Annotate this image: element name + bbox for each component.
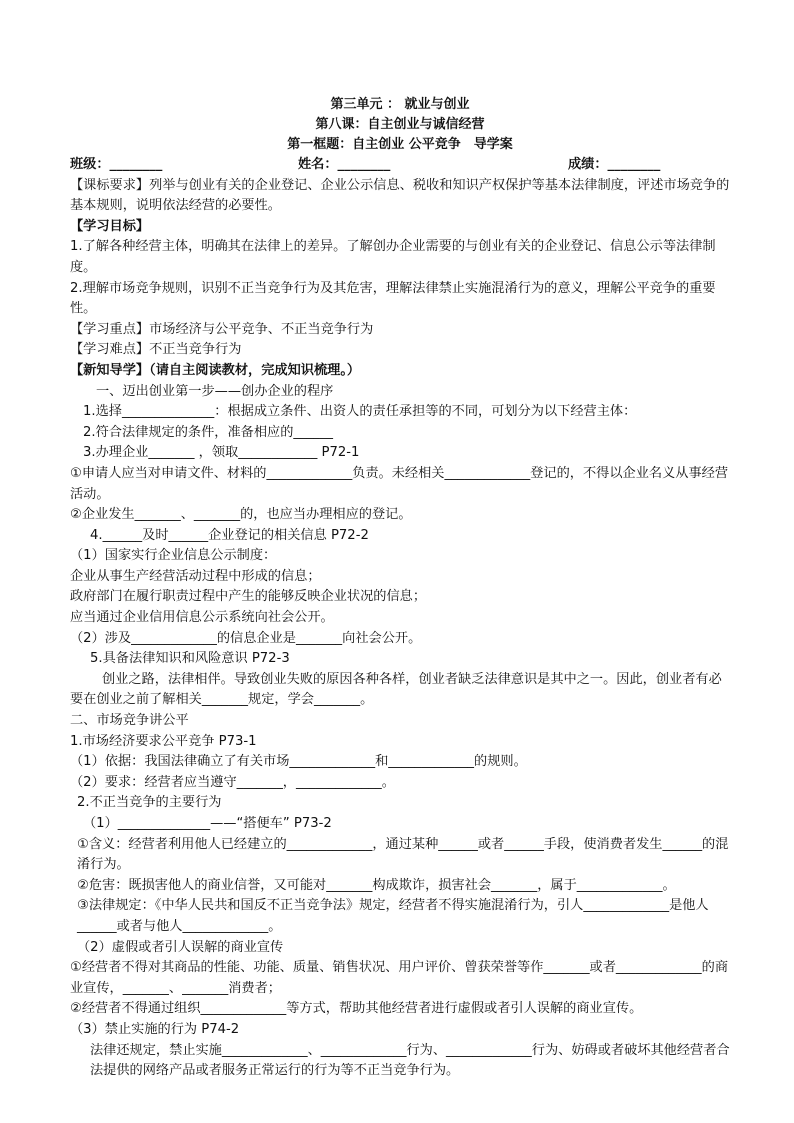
prohibited-behaviors-paragraph: 法律还规定，禁止实施_____________、_____________行为、_____________行为、妨碍或者破坏其他经营者合法提供的网络产品或者服务正常运行的行为等不正当竞争行为。 <box>90 1042 730 1079</box>
false-advertising-rule-1: ①经营者不得对其商品的性能、功能、质量、销售状况、用户评价、曾获荣誉等作_______或者_____________的商业宣传，_______、_______消费者； <box>70 960 729 996</box>
fair-competition-requirement: （2）要求：经营者应当遵守_______，_____________。 <box>70 774 395 790</box>
item-4-sub-1: （1）国家实行企业信息公示制度： <box>70 548 277 564</box>
item-3-note-2: ②企业发生_______、_______的，也应当办理相应的登记。 <box>70 507 412 523</box>
item-4-sub-1-a: 企业从事生产经营活动过程中形成的信息； <box>70 568 321 584</box>
item-5-legal-awareness: 5.具备法律知识和风险意识 P72-3 <box>90 651 290 667</box>
item-4-disclosure: 4.______及时______企业登记的相关信息 P72-2 <box>90 527 369 543</box>
fair-competition-heading: 1.市场经济要求公平竞争 P73-1 <box>70 733 257 749</box>
confusion-definition: ①含义：经营者利用他人已经建立的_____________，通过某种______或者______手段，使消费者发生______的混淆行为。 <box>77 836 729 873</box>
part-one-heading: 一、迈出创业第一步——创办企业的程序 <box>96 383 334 399</box>
confusion-behavior-heading: （1）______________——“搭便车” P73-2 <box>83 816 332 831</box>
unfair-competition-heading: 2.不正当竞争的主要行为 <box>77 795 222 811</box>
item-4-sub-1-b: 政府部门在履行职责过程中产生的能够反映企业状况的信息； <box>70 589 427 605</box>
unit-title: 第三单元 ： 就业与创业 <box>330 97 470 112</box>
difficult-points: 【学习难点】不正当竞争行为 <box>70 342 242 358</box>
item-1-choose-entity: 1.选择______________：根据成立条件、出资人的责任承担等的不同，可划分为以下经营主体： <box>83 404 637 420</box>
learning-goals-heading: 【学习目标】 <box>70 218 150 234</box>
lesson-title: 第八课：自主创业与诚信经营 <box>315 117 485 132</box>
item-5-paragraph: 创业之路，法律相伴。导致创业失败的原因各种各样，创业者缺乏法律意识是其中之一。因此，创业者有必要在创业之前了解相关_______规定，学会_______。 <box>70 671 722 708</box>
confusion-law: ③法律规定：《中华人民共和国反不正当竞争法》规定，经营者不得实施混淆行为，引人_____________是他人______或者与他人_____________。 <box>77 898 709 934</box>
false-advertising-heading: （2）虚假或者引人误解的商业宣传 <box>77 939 284 955</box>
part-two-heading: 二、市场竞争讲公平 <box>70 713 189 729</box>
item-4-sub-1-c: 应当通过企业信用信息公示系统向社会公开。 <box>70 610 334 626</box>
confusion-harm: ②危害：既损害他人的商业信誉，又可能对_______构成欺诈，损害社会_______，属于_____________。 <box>77 877 676 893</box>
learning-goal-1: 1.了解各种经营主体，明确其在法律上的差异。了解创办企业需要的与创业有关的企业登记、信息公示等法律制度。 <box>70 239 716 275</box>
fair-competition-basis: （1）依据：我国法律确立了有关市场_____________和_____________的规则。 <box>70 754 527 770</box>
score-field[interactable]: 成绩：________ <box>568 157 661 172</box>
curriculum-requirement: 【课标要求】列举与创业有关的企业登记、企业公示信息、税收和知识产权保护等基本法律制度，评述市场竞争的基本规则，说明依法经营的必要性。 <box>70 177 730 214</box>
prohibited-behaviors-heading: （3）禁止实施的行为 P74-2 <box>70 1021 240 1037</box>
item-3-registration: 3.办理企业_______ ，领取____________ P72-1 <box>83 445 360 461</box>
new-knowledge-guide: 【新知导学】（请自主阅读教材，完成知识梳理。） <box>70 362 361 378</box>
false-advertising-rule-2: ②经营者不得通过组织_____________等方式，帮助其他经营者进行虚假或者引人误解的商业宣传。 <box>70 1001 643 1017</box>
document-page <box>70 95 730 1082</box>
key-points: 【学习重点】市场经济与公平竞争、不正当竞争行为 <box>70 321 374 337</box>
name-field[interactable]: 姓名：________ <box>298 157 391 172</box>
class-field[interactable]: 班级：________ <box>70 157 163 172</box>
section-title: 第一框题：自主创业 公平竞争 导学案 <box>287 137 513 152</box>
student-info-row <box>70 155 730 176</box>
item-3-note-1: ①申请人应当对申请文件、材料的_____________负责。未经相关_____________登记的，不得以企业名义从事经营活动。 <box>70 465 729 502</box>
item-2-conditions: 2.符合法律规定的条件，准备相应的______ <box>83 424 333 440</box>
item-4-sub-2: （2）涉及_____________的信息企业是_______向社会公开。 <box>70 630 422 646</box>
learning-goal-2: 2.理解市场竞争规则，识别不正当竞争行为及其危害，理解法律禁止实施混淆行为的意义，理解公平竞争的重要性。 <box>70 280 716 317</box>
